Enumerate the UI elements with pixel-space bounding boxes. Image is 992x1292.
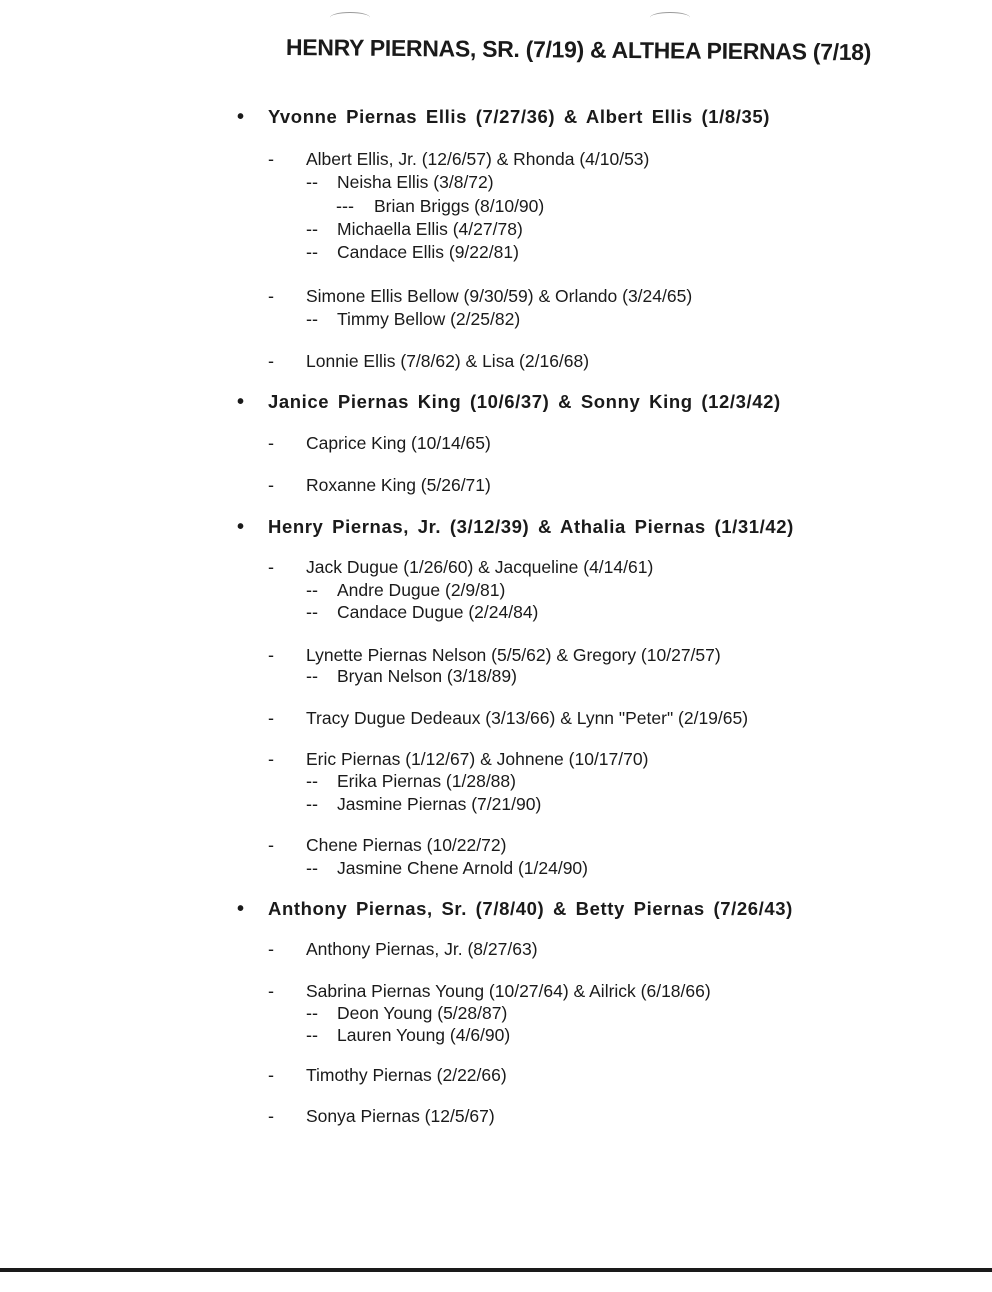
child-entry-marker: -: [268, 557, 274, 577]
grandchild-entry-marker: --: [306, 602, 318, 622]
child-entry: Sabrina Piernas Young (10/27/64) & Ailrick (6/18/66): [306, 981, 711, 1001]
grandchild-entry: Bryan Nelson (3/18/89): [337, 666, 517, 686]
child-entry-marker: -: [268, 645, 274, 665]
child-entry: Chene Piernas (10/22/72): [306, 835, 507, 855]
punch-hole-mark-right: [650, 12, 690, 23]
grandchild-entry: Erika Piernas (1/28/88): [337, 771, 516, 791]
grandchild-entry-marker: --: [306, 172, 318, 192]
child-entry-marker: -: [268, 149, 274, 169]
child-entry-marker: -: [268, 835, 274, 855]
grandchild-entry: Deon Young (5/28/87): [337, 1003, 508, 1023]
grandchild-entry-marker: --: [306, 858, 318, 878]
family-heading-marker: •: [237, 898, 245, 920]
family-heading: Yvonne Piernas Ellis (7/27/36) & Albert Ellis (1/8/35): [268, 106, 771, 127]
child-entry: Jack Dugue (1/26/60) & Jacqueline (4/14/61): [306, 557, 654, 577]
child-entry: Anthony Piernas, Jr. (8/27/63): [306, 939, 538, 959]
family-heading-marker: •: [237, 516, 245, 538]
family-heading: Janice Piernas King (10/6/37) & Sonny King (12/3/42): [268, 391, 781, 412]
punch-hole-mark-left: [330, 12, 370, 23]
page-title: HENRY PIERNAS, SR. (7/19) & ALTHEA PIERNAS (7/18): [285, 34, 872, 66]
grandchild-entry: Candace Dugue (2/24/84): [337, 602, 539, 622]
bottom-rule: [0, 1268, 992, 1272]
family-heading: Anthony Piernas, Sr. (7/8/40) & Betty Piernas (7/26/43): [268, 898, 793, 919]
child-entry: Albert Ellis, Jr. (12/6/57) & Rhonda (4/10/53): [306, 149, 650, 169]
child-entry-marker: -: [268, 981, 274, 1001]
grandchild-entry: Timmy Bellow (2/25/82): [337, 309, 521, 329]
child-entry: Simone Ellis Bellow (9/30/59) & Orlando (3/24/65): [306, 286, 693, 306]
great-grandchild-entry-marker: ---: [336, 196, 354, 216]
child-entry-marker: -: [268, 1106, 274, 1126]
grandchild-entry-marker: --: [306, 1025, 318, 1045]
grandchild-entry-marker: --: [306, 771, 318, 791]
grandchild-entry-marker: --: [306, 1003, 318, 1023]
child-entry-marker: -: [268, 1065, 274, 1085]
grandchild-entry: Jasmine Chene Arnold (1/24/90): [337, 858, 588, 878]
child-entry-marker: -: [268, 286, 274, 306]
grandchild-entry-marker: --: [306, 219, 318, 239]
grandchild-entry: Lauren Young (4/6/90): [337, 1025, 511, 1045]
child-entry: Eric Piernas (1/12/67) & Johnene (10/17/70): [306, 749, 649, 769]
family-heading-marker: •: [237, 391, 245, 413]
grandchild-entry: Candace Ellis (9/22/81): [337, 242, 519, 262]
child-entry: Caprice King (10/14/65): [306, 433, 491, 453]
grandchild-entry: Michaella Ellis (4/27/78): [337, 219, 523, 239]
child-entry: Lynette Piernas Nelson (5/5/62) & Gregory (10/27/57): [306, 645, 721, 665]
grandchild-entry-marker: --: [306, 309, 318, 329]
grandchild-entry: Neisha Ellis (3/8/72): [337, 172, 494, 192]
child-entry-marker: -: [268, 433, 274, 453]
child-entry: Tracy Dugue Dedeaux (3/13/66) & Lynn "Peter" (2/19/65): [306, 708, 749, 728]
child-entry-marker: -: [268, 351, 274, 371]
grandchild-entry: Jasmine Piernas (7/21/90): [337, 794, 542, 814]
child-entry: Roxanne King (5/26/71): [306, 475, 491, 495]
child-entry-marker: -: [268, 939, 274, 959]
child-entry: Timothy Piernas (2/22/66): [306, 1065, 507, 1085]
family-heading-marker: •: [237, 106, 245, 128]
child-entry: Lonnie Ellis (7/8/62) & Lisa (2/16/68): [306, 351, 590, 371]
grandchild-entry: Andre Dugue (2/9/81): [337, 580, 506, 600]
grandchild-entry-marker: --: [306, 580, 318, 600]
child-entry-marker: -: [268, 708, 274, 728]
great-grandchild-entry: Brian Briggs (8/10/90): [374, 196, 545, 216]
grandchild-entry-marker: --: [306, 666, 318, 686]
grandchild-entry-marker: --: [306, 794, 318, 814]
child-entry: Sonya Piernas (12/5/67): [306, 1106, 495, 1126]
child-entry-marker: -: [268, 475, 274, 495]
grandchild-entry-marker: --: [306, 242, 318, 262]
family-heading: Henry Piernas, Jr. (3/12/39) & Athalia Piernas (1/31/42): [268, 516, 794, 537]
child-entry-marker: -: [268, 749, 274, 769]
